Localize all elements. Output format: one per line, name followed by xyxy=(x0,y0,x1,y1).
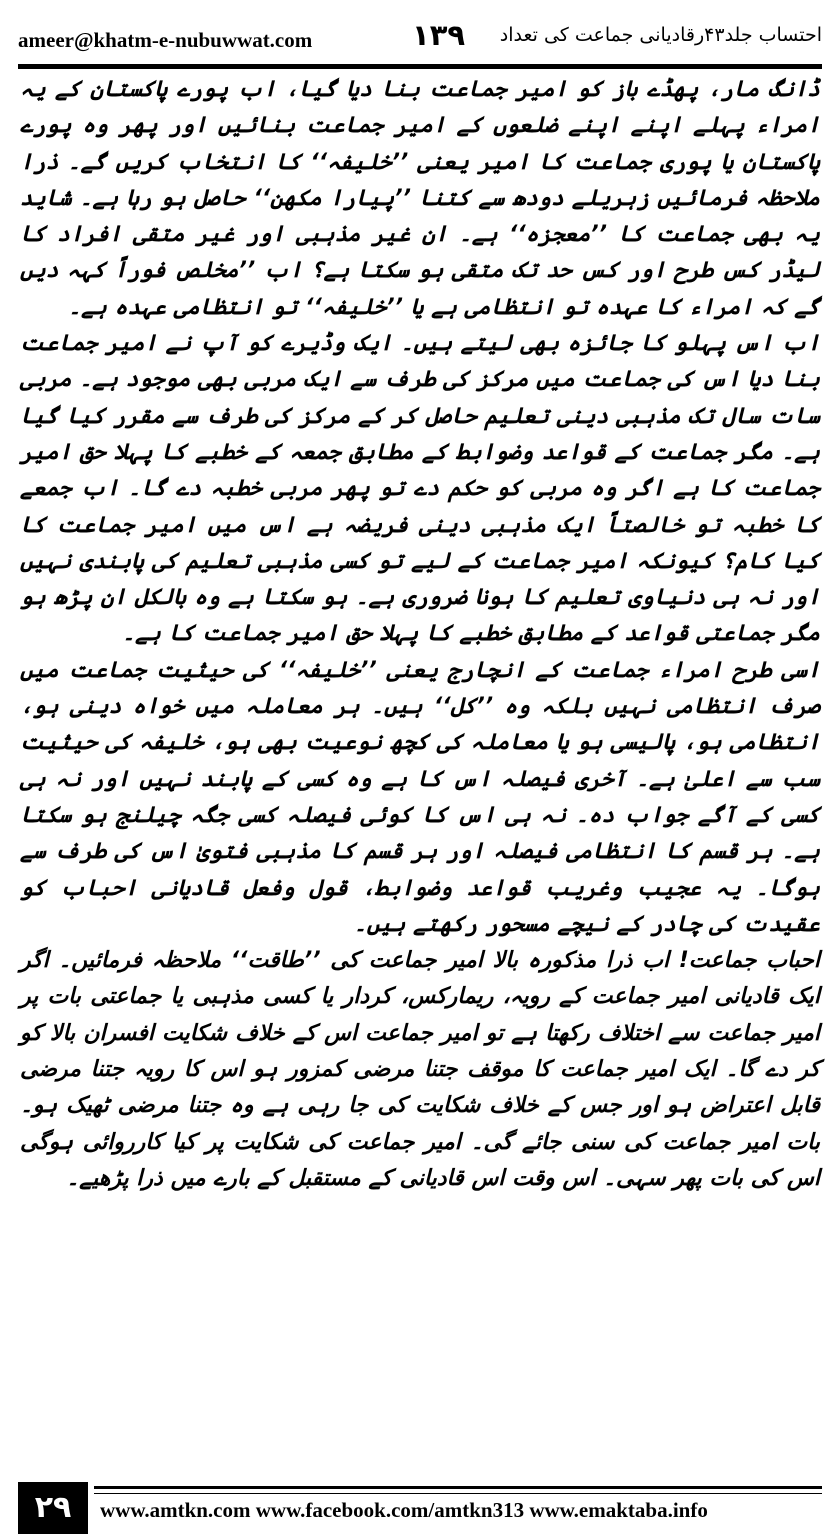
header-page-number: ۱۳۹ xyxy=(412,18,466,52)
page-footer xyxy=(18,1482,822,1534)
paragraph: احباب جماعت! اب ذرا مذکورہ بالا امیر جماعت کی ’’طاقت‘‘ ملاحظہ فرمائیں۔ اگر ایک قادیانی امیر جماعت کے رویہ، ریمارکس، کردار یا کسی مذہبی یا جماعتی بات پر امیر جماعت سے اختلاف رکھتا ہے تو امیر جماعت اس کے خلاف شکایت افسران بالا کو کر دے گا۔ ایک امیر جماعت کا موقف جتنا مرضی کمزور ہو اس کا رویہ جتنا مرضی قابل اعتراض ہو اور جس کے خلاف شکایت کی جا رہی ہے وہ جتنا مرضی ٹھیک ہو۔ بات امیر جماعت کی سنی جائے گی۔ امیر جماعت کی شکایت پر کیا کارروائی ہوگی اس کی بات پھر سہی۔ اس وقت اس قادیانی کے مستقبل کے بارے میں ذرا پڑھیے۔ xyxy=(20,948,820,1191)
paragraph: ڈانگ مار، پھڈے باز کو امیر جماعت بنا دیا گیا، اب پورے پاکستان کے یہ امراء پہلے اپنے اپنے ضلعوں کے امیر جماعت بنائیں اور پھر وہ پورے پاکستان یا پوری جماعت کا امیر یعنی ’’خلیفہ‘‘ کا انتخاب کریں گے۔ ذرا ملاحظہ فرمائیں زہریلے دودھ سے کتنا ’’پیارا مکھن‘‘ حاصل ہو رہا ہے۔ شاید یہ بھی جماعت کا ’’معجزہ‘‘ ہے۔ ان غیر مذہبی اور غیر متقی افراد کا لیڈر کس طرح اور کس حد تک متقی ہو سکتا ہے؟ اب ’’مخلص فوراً کہہ دیں گے کہ امراء کا عہدہ تو انتظامی ہے یا ’’خلیفہ‘‘ تو انتظامی عہدہ ہے۔ xyxy=(20,77,820,320)
footer-divider-thin xyxy=(94,1493,822,1494)
header-book-title: احتساب جلد۴۳رقادیانی جماعت کی تعداد xyxy=(499,24,822,46)
body-text xyxy=(20,72,820,1197)
page-header xyxy=(18,18,822,58)
footer-divider xyxy=(94,1486,822,1489)
footer-page-number: ۲۹ xyxy=(18,1482,88,1534)
footer-links[interactable]: www.amtkn.com www.facebook.com/amtkn313 www.emaktaba.info xyxy=(100,1498,708,1522)
paragraph: اسی طرح امراء جماعت کے انچارج یعنی ’’خلیفہ‘‘ کی حیثیت جماعت میں صرف انتظامی نہیں بلکہ وہ ’’کل‘‘ ہیں۔ ہر معاملہ میں خواہ دینی ہو، انتظامی ہو، پالیسی ہو یا معاملہ کی کچھ نوعیت بھی ہو، خلیفہ کی حیثیت سب سے اعلیٰ ہے۔ آخری فیصلہ اس کا ہے وہ کسی کے پابند نہیں اور نہ ہی کسی کے آگے جواب دہ۔ نہ ہی اس کا کوئی فیصلہ کسی جگہ چیلنج ہو سکتا ہے۔ ہر قسم کا انتظامی فیصلہ اور ہر قسم کا مذہبی فتویٰ اس کی طرف سے ہوگا۔ یہ عجیب وغریب قواعد وضوابط، قول وفعل قادیانی احباب کو عقیدت کی چادر کے نیچے مسحور رکھتے ہیں۔ xyxy=(20,657,820,937)
paragraph: اب اس پہلو کا جائزہ بھی لیتے ہیں۔ ایک وڈیرے کو آپ نے امیر جماعت بنا دیا اس کی جماعت میں مرکز کی طرف سے ایک مربی بھی موجود ہے۔ مربی سات سال تک مذہبی دینی تعلیم حاصل کر کے مرکز کی طرف سے مقرر کیا گیا ہے۔ مگر جماعت کے قواعد وضوابط کے مطابق جمعہ کے خطبے کا پہلا حق امیر جماعت کا ہے اگر وہ مربی کو حکم دے تو پھر مربی خطبہ دے گا۔ اب جمعے کا خطبہ تو خالصتاً ایک مذہبی دینی فریضہ ہے اس میں امیر جماعت کا کیا کام؟ کیونکہ امیر جماعت کے لیے تو کسی مذہبی تعلیم کی پابندی نہیں اور نہ ہی دنیاوی تعلیم کا ہونا ضروری ہے۔ ہو سکتا ہے وہ بالکل ان پڑھ ہو مگر جماعتی قواعد کے مطابق خطبے کا پہلا حق امیر جماعت کا ہے۔ xyxy=(20,331,820,647)
header-email[interactable]: ameer@khatm-e-nubuwwat.com xyxy=(18,28,313,52)
header-divider xyxy=(18,64,822,69)
